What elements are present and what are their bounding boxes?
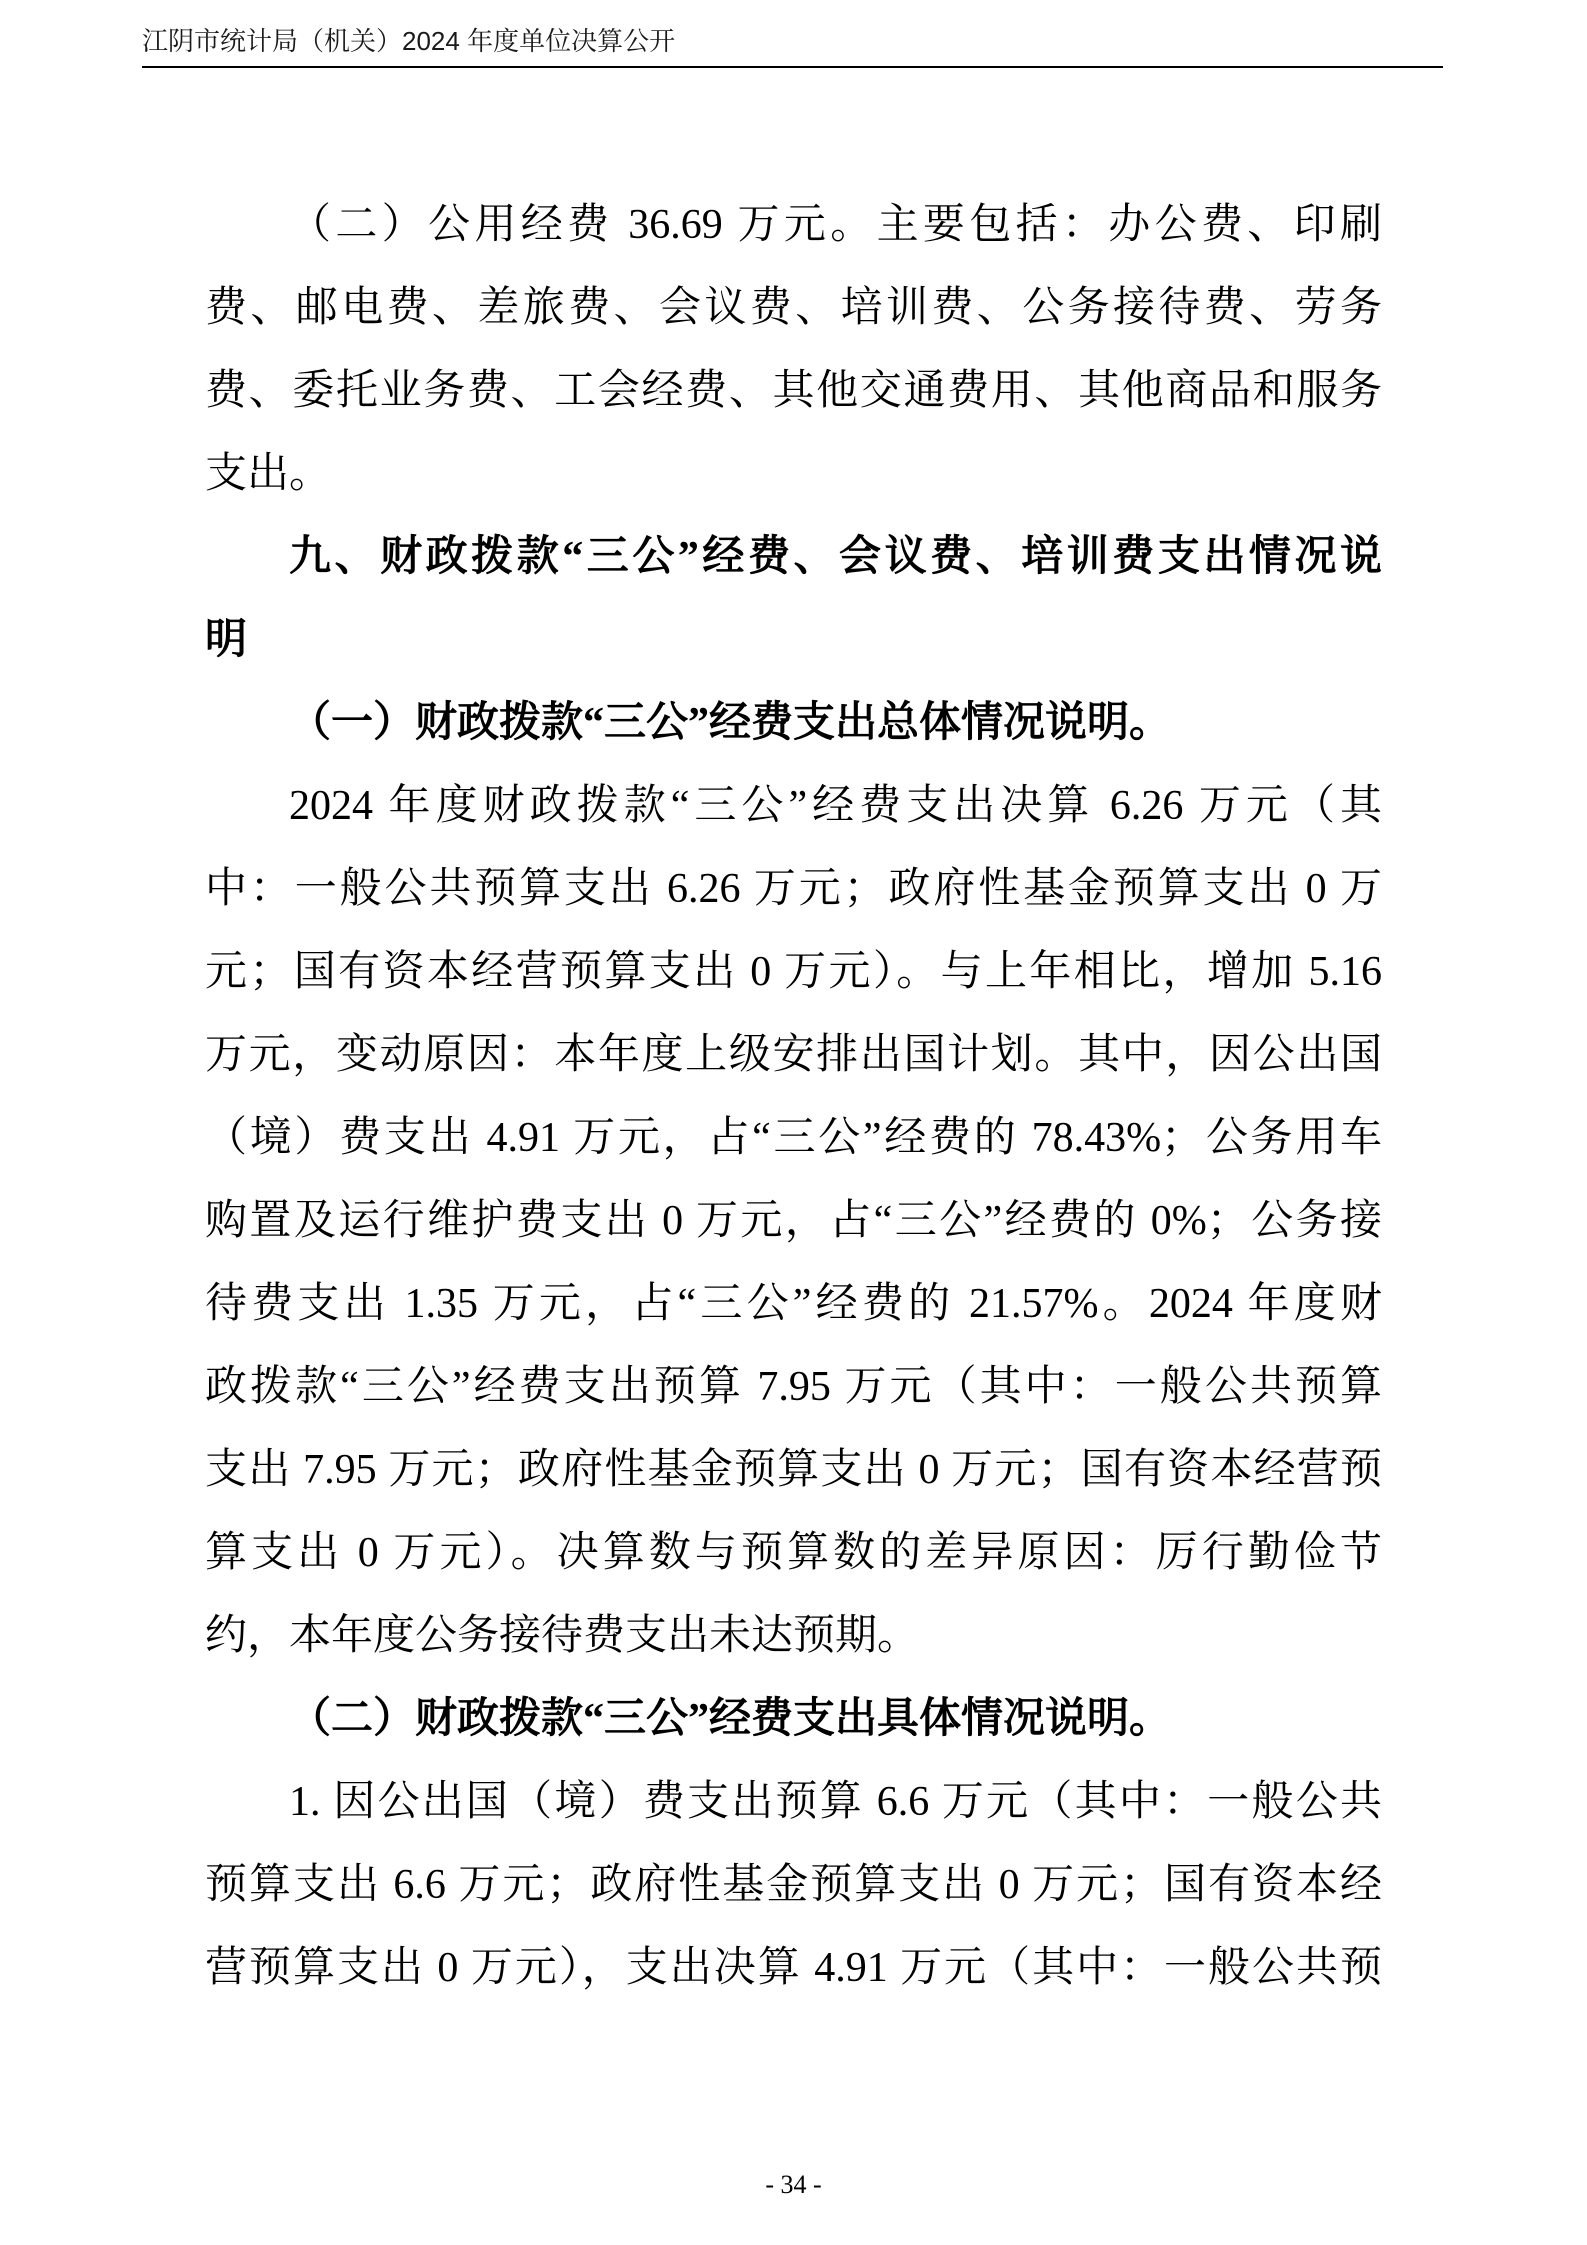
text-line: 支出。 bbox=[205, 451, 332, 497]
text-line: （二）财政拨款“三公”经费支出具体情况说明。 bbox=[289, 1696, 1172, 1742]
text-line: 九、财政拨款“三公”经费、会议费、培训费支出情况说 bbox=[289, 534, 1382, 580]
text-line: 万元，变动原因：本年度上级安排出国计划。其中，因公出国 bbox=[205, 1032, 1382, 1078]
text-line: 待费支出 1.35 万元，占“三公”经费的 21.57%。2024 年度财 bbox=[205, 1281, 1382, 1327]
text-line: 营预算支出 0 万元），支出决算 4.91 万元（其中：一般公共预 bbox=[205, 1945, 1382, 1991]
header-rule bbox=[142, 66, 1443, 68]
text-line: 费、邮电费、差旅费、会议费、培训费、公务接待费、劳务 bbox=[205, 285, 1382, 331]
text-line: （二）公用经费 36.69 万元。主要包括：办公费、印刷 bbox=[289, 202, 1382, 248]
header-title: 江阴市统计局（机关）2024 年度单位决算公开 bbox=[142, 26, 676, 56]
text-line: （境）费支出 4.91 万元，占“三公”经费的 78.43%；公务用车 bbox=[205, 1115, 1382, 1161]
text-line: 算支出 0 万元）。决算数与预算数的差异原因：厉行勤俭节 bbox=[205, 1530, 1382, 1576]
text-line: 2024 年度财政拨款“三公”经费支出决算 6.26 万元（其 bbox=[289, 783, 1382, 829]
text-line: 购置及运行维护费支出 0 万元，占“三公”经费的 0%；公务接 bbox=[205, 1198, 1382, 1244]
text-line: 约，本年度公务接待费支出未达预期。 bbox=[205, 1613, 920, 1659]
text-line: （一）财政拨款“三公”经费支出总体情况说明。 bbox=[289, 700, 1172, 746]
text-line: 费、委托业务费、工会经费、其他交通费用、其他商品和服务 bbox=[205, 368, 1382, 414]
text-line: 预算支出 6.6 万元；政府性基金预算支出 0 万元；国有资本经 bbox=[205, 1862, 1382, 1908]
text-line: 1. 因公出国（境）费支出预算 6.6 万元（其中：一般公共 bbox=[289, 1779, 1382, 1825]
text-line: 支出 7.95 万元；政府性基金预算支出 0 万元；国有资本经营预 bbox=[205, 1447, 1382, 1493]
page-footer bbox=[0, 2170, 1587, 2200]
text-line: 元；国有资本经营预算支出 0 万元）。与上年相比，增加 5.16 bbox=[205, 949, 1382, 995]
text-line: 明 bbox=[205, 617, 248, 663]
page-number: - 34 - bbox=[765, 2170, 822, 2199]
document-body bbox=[205, 184, 1382, 2010]
page-header bbox=[142, 26, 675, 56]
text-line: 政拨款“三公”经费支出预算 7.95 万元（其中：一般公共预算 bbox=[205, 1364, 1382, 1410]
text-line: 中：一般公共预算支出 6.26 万元；政府性基金预算支出 0 万 bbox=[205, 866, 1382, 912]
